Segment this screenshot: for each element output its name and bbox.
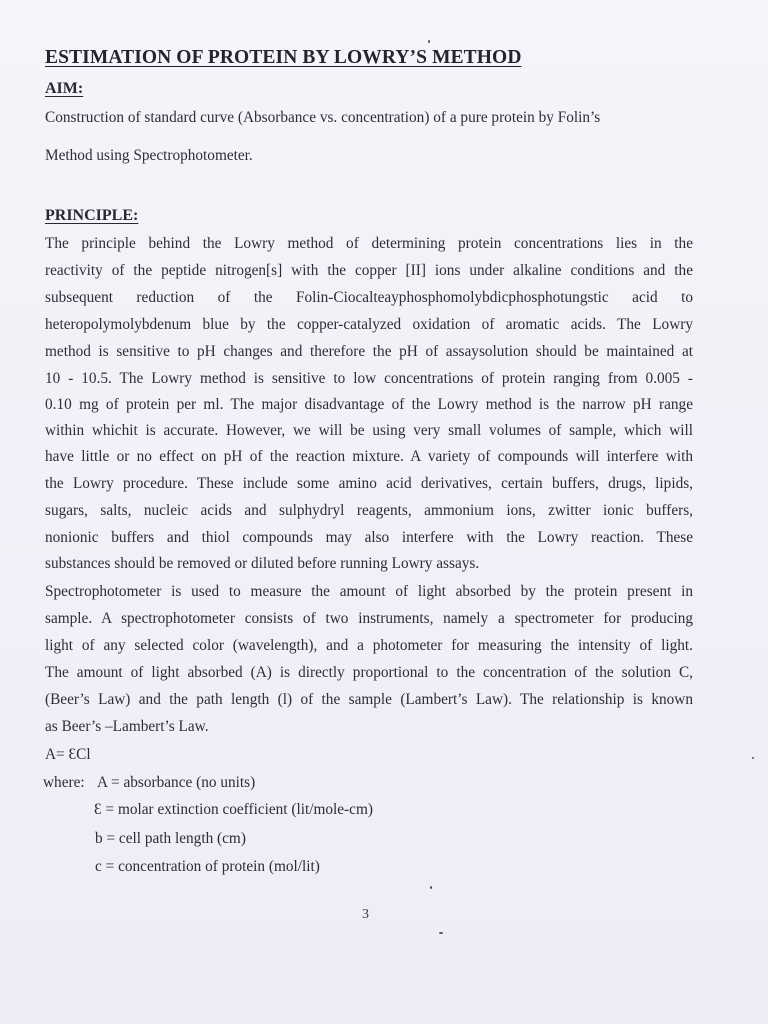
principle-line-7: 0.10 mg of protein per ml. The major disadvantage of the Lowry method is the narrow pH range — [45, 396, 693, 413]
aim-heading: AIM: — [45, 80, 84, 97]
principle-line-10: the Lowry procedure. These include some amino acid derivatives, certain buffers, drugs, lipids, — [45, 475, 693, 492]
definition-path-length: b = cell path length (cm) — [95, 830, 246, 847]
paper-speck — [430, 886, 432, 889]
principle-line-11: sugars, salts, nucleic acids and sulphydryl reagents, ammonium ions, zwitter ionic buffers, — [45, 502, 693, 519]
page-number: 3 — [362, 907, 369, 922]
principle-line-9: have little or no effect on pH of the reaction mixture. A variety of compounds will interfere with — [45, 448, 693, 465]
beer-lambert-equation: A= ƐCl — [45, 746, 91, 763]
principle-line-12: nonionic buffers and thiol compounds may also interfere with the Lowry reaction. These — [45, 529, 693, 546]
principle-line-14: Spectrophotometer is used to measure the amount of light absorbed by the protein present in — [45, 583, 693, 600]
principle-line-17: The amount of light absorbed (A) is directly proportional to the concentration of the solution C, — [45, 664, 693, 681]
document-title: ESTIMATION OF PROTEIN BY LOWRY’S METHOD — [45, 47, 522, 68]
principle-line-1: The principle behind the Lowry method of determining protein concentrations lies in the — [45, 235, 693, 252]
principle-line-2: reactivity of the peptide nitrogen[s] with the copper [II] ions under alkaline conditions and the — [45, 262, 693, 279]
paper-speck — [752, 757, 754, 759]
principle-line-6: 10 - 10.5. The Lowry method is sensitive to low concentrations of protein ranging from 0.005 - — [45, 370, 693, 387]
principle-line-5: method is sensitive to pH changes and therefore the pH of assaysolution should be maintained at — [45, 343, 693, 360]
principle-line-19: as Beer’s –Lambert’s Law. — [45, 718, 209, 735]
paper-speck — [428, 40, 430, 43]
principle-line-18: (Beer’s Law) and the path length (l) of the sample (Lambert’s Law). The relationship is known — [45, 691, 693, 708]
definition-concentration: c = concentration of protein (mol/lit) — [95, 858, 320, 875]
principle-line-15: sample. A spectrophotometer consists of two instruments, namely a spectrometer for producing — [45, 610, 693, 627]
principle-line-4: heteropolymolybdenum blue by the copper-catalyzed oxidation of aromatic acids. The Lowry — [45, 316, 693, 333]
principle-line-3: subsequent reduction of the Folin-Ciocalteayphosphomolybdicphosphotungstic acid to — [45, 289, 693, 306]
definition-extinction-coefficient: Ɛ = molar extinction coefficient (lit/mole-cm) — [94, 801, 373, 818]
aim-line-1: Construction of standard curve (Absorbance vs. concentration) of a pure protein by Folin’s — [45, 109, 601, 126]
where-label: where: — [43, 774, 85, 791]
paper-speck — [439, 932, 443, 934]
principle-line-16: light of any selected color (wavelength), and a photometer for measuring the intensity of light. — [45, 637, 693, 654]
principle-heading: PRINCIPLE: — [45, 207, 139, 224]
aim-line-2: Method using Spectrophotometer. — [45, 147, 253, 164]
definition-absorbance: A = absorbance (no units) — [97, 774, 256, 791]
principle-line-8: within whichit is accurate. However, we will be using very small volumes of sample, which will — [45, 422, 693, 439]
principle-line-13: substances should be removed or diluted before running Lowry assays. — [45, 555, 480, 572]
